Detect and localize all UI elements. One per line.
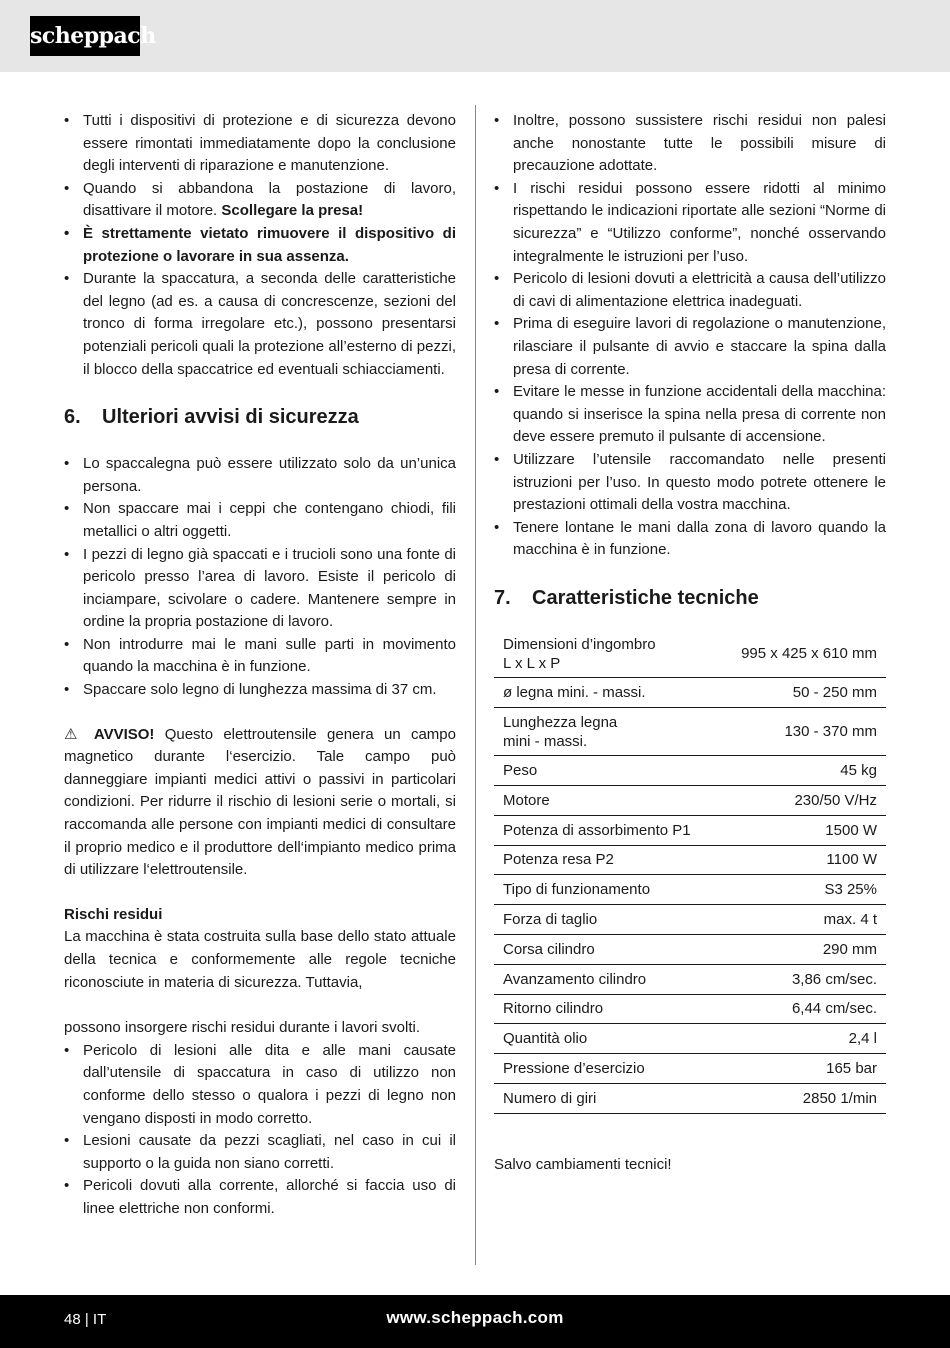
spec-value: 230/50 V/Hz (718, 785, 886, 815)
list-item: • Tutti i dispositivi di protezione e di sicurezza devono essere rimontati immediatamente dopo la conclusione degli interventi di riparazione e manutenzione. (64, 110, 456, 178)
spec-label: Avanzamento cilindro (494, 964, 718, 994)
spec-value: max. 4 t (718, 905, 886, 935)
table-row (494, 1024, 886, 1054)
page-header (0, 0, 950, 72)
spec-value: 1100 W (718, 845, 886, 875)
residual-risks-paragraph: La macchina è stata costruita sulla base dello stato attuale della tecnica e conformemente alle regole tecniche riconosciute in materia di sicurezza. Tuttavia, (64, 928, 456, 991)
spec-label: Corsa cilindro (494, 934, 718, 964)
spec-value: 1500 W (718, 815, 886, 845)
list-item: • Pericolo di lesioni dovuti a elettricità a causa dell’utilizzo di cavi di alimentazione elettrica inadeguati. (494, 268, 886, 313)
spec-value: 995 x 425 x 610 mm (718, 630, 886, 678)
page-number: 48 | IT (64, 1311, 107, 1328)
table-row (494, 875, 886, 905)
spec-label: Numero di giri (494, 1083, 718, 1113)
list-item: • Utilizzare l’utensile raccomandato nelle presenti istruzioni per l’uso. In questo modo potrete ottenere le prestazioni ottimali della vostra macchina. (494, 449, 886, 517)
table-row (494, 994, 886, 1024)
table-row (494, 756, 886, 786)
section-7-heading: 7. Caratteristiche tecniche (494, 586, 759, 609)
spec-label: Quantità olio (494, 1024, 718, 1054)
left-column (64, 110, 456, 1221)
table-row (494, 964, 886, 994)
spec-value: 290 mm (718, 934, 886, 964)
list-item: • Non introdurre mai le mani sulle parti in movimento quando la macchina è in funzione. (64, 634, 456, 679)
section-6-heading: 6. Ulteriori avvisi di sicurezza (64, 406, 359, 429)
spec-value: 2850 1/min (718, 1083, 886, 1113)
list-item: • I pezzi di legno già spaccati e i trucioli sono una fonte di pericolo presso l’area di lavoro. Esiste il pericolo di inciampare, scivolare o cadere. Mantenere sempre in ordine la propria postazione di lavoro. (64, 544, 456, 634)
spec-label: Tipo di funzionamento (494, 875, 718, 905)
spec-label: Pressione d’esercizio (494, 1054, 718, 1084)
list-item: • Lo spaccalegna può essere utilizzato solo da un’unica persona. (64, 453, 456, 498)
list-item: • Quando si abbandona la postazione di lavoro, disattivare il motore. Scollegare la presa! (64, 178, 456, 223)
column-divider (475, 105, 476, 1265)
spec-label: ø legna mini. - massi. (494, 678, 718, 708)
spec-value: 165 bar (718, 1054, 886, 1084)
spec-label: Ritorno cilindro (494, 994, 718, 1024)
table-row (494, 630, 886, 678)
spec-value: 45 kg (718, 756, 886, 786)
spec-value: 50 - 250 mm (718, 678, 886, 708)
page-footer (0, 1295, 950, 1348)
table-row (494, 785, 886, 815)
technical-note: Salvo cambiamenti tecnici! (494, 1155, 672, 1173)
spec-label: Dimensioni d’ingombro L x L x P (494, 630, 718, 678)
website-url: www.scheppach.com (386, 1308, 564, 1327)
list-item: • Durante la spaccatura, a seconda delle caratteristiche del legno (ad es. a causa di concrescenze, sezioni del tronco di forma irregolare etc.), possono presentarsi potenziali pericoli quali la protezione all’esterno di pezzi, il blocco della spaccatrice ed eventuali schiacciamenti. (64, 268, 456, 381)
list-item: • Pericolo di lesioni alle dita e alle mani causate dall’utensile di spaccatura in caso di utilizzo non conforme dello stesso o qualora i pezzi di legno non vengano disposti in modo corretto. (64, 1040, 456, 1130)
spec-label: Potenza di assorbimento P1 (494, 815, 718, 845)
list-item: • È strettamente vietato rimuovere il dispositivo di protezione o lavorare in sua assenza. (64, 223, 456, 268)
spec-value: 2,4 l (718, 1024, 886, 1054)
technical-specs-table (494, 630, 886, 1114)
list-item: • Spaccare solo legno di lunghezza massima di 37 cm. (64, 679, 456, 702)
spec-label: Potenza resa P2 (494, 845, 718, 875)
right-column (494, 110, 886, 1176)
list-item: • Pericoli dovuti alla corrente, allorché si faccia uso di linee elettriche non conformi. (64, 1175, 456, 1220)
spec-value: 130 - 370 mm (718, 708, 886, 756)
table-row (494, 934, 886, 964)
spec-value: 3,86 cm/sec. (718, 964, 886, 994)
table-row (494, 1054, 886, 1084)
section-6-bullets (64, 453, 456, 702)
safety-bullets (64, 110, 456, 381)
spec-label: Forza di taglio (494, 905, 718, 935)
residual-risks-bullets (64, 1040, 456, 1221)
list-item: • Prima di eseguire lavori di regolazione o manutenzione, rilasciare il pulsante di avvio e staccare la spina dalla presa di corrente. (494, 313, 886, 381)
table-row (494, 1083, 886, 1113)
table-row (494, 708, 886, 756)
scheppach-logo: scheppach (30, 16, 140, 56)
table-row (494, 845, 886, 875)
table-row (494, 905, 886, 935)
list-item: • Lesioni causate da pezzi scagliati, nel caso in cui il supporto o la guida non siano corretti. (64, 1130, 456, 1175)
list-item: • Inoltre, possono sussistere rischi residui non palesi anche nonostante tutte le possibili misure di precauzione adottate. (494, 110, 886, 178)
spec-value: 6,44 cm/sec. (718, 994, 886, 1024)
list-item: • Evitare le messe in funzione accidentali della macchina: quando si inserisce la spina nella presa di corrente non deve essere premuto il pulsante di accensione. (494, 381, 886, 449)
warning-icon: ⚠ (64, 725, 84, 743)
residual-risks-bullets-cont (494, 110, 886, 562)
residual-risks-title: Rischi residui (64, 905, 163, 923)
spec-label: Peso (494, 756, 718, 786)
table-row (494, 678, 886, 708)
warning-notice: ⚠ AVVISO! Questo elettroutensile genera un campo magnetico durante l‘esercizio. Tale campo può danneggiare impianti medici attivi o passivi in particolari condizioni. Per ridurre il rischio di lesioni serie o mortali, si raccomanda alle persone con impianti medici di consultare il proprio medico e il produttore dell‘impianto medico prima di utilizzare l‘elettroutensile. (64, 725, 456, 879)
spec-value: S3 25% (718, 875, 886, 905)
list-item: • Non spaccare mai i ceppi che contengano chiodi, fili metallici o altri oggetti. (64, 498, 456, 543)
residual-risks-paragraph-cont: possono insorgere rischi residui durante i lavori svolti. (64, 1019, 421, 1037)
table-row (494, 815, 886, 845)
spec-label: Motore (494, 785, 718, 815)
spec-label: Lunghezza legna mini - massi. (494, 708, 718, 756)
list-item: • I rischi residui possono essere ridotti al minimo rispettando le indicazioni riportate alle sezioni “Norme di sicurezza” e “Utilizzo conforme”, nonché osservando integralmente le istruzioni per l’uso. (494, 178, 886, 268)
list-item: • Tenere lontane le mani dalla zona di lavoro quando la macchina è in funzione. (494, 517, 886, 562)
